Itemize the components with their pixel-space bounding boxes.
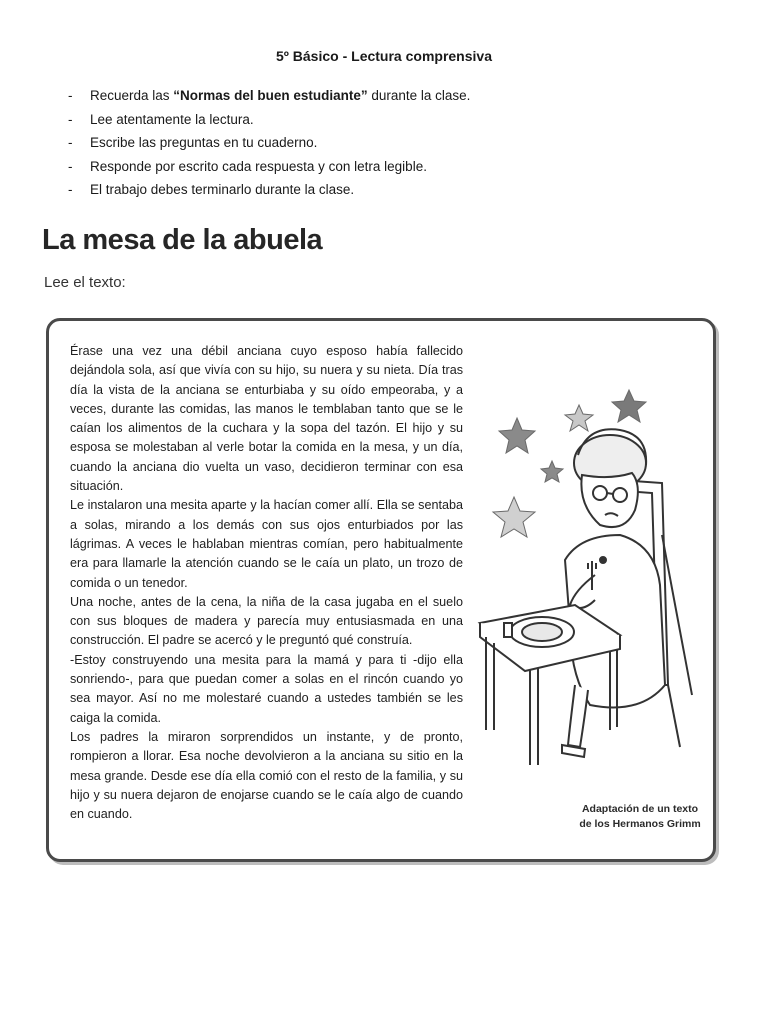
reading-prompt: Lee el texto: <box>44 274 126 291</box>
story-paragraph: Érase una vez una débil anciana cuyo esposo había fallecido dejándola sola, así que vivía con su hijo, su nuera y su nieta. Día tras día la vista de la anciana se enturbiaba y su oído empeoraba, y a veces, durante las comidas, las manos le temblaban tanto que se le caían los alimentos de la cuchara y la sopa del tazón. El hijo y su esposa se molestaban al verle botar la comida en la mesa, y un día, cuando la anciana dio vuelta un vaso, decidieron terminar con esa situación. <box>70 344 463 494</box>
instruction-text: Recuerda las <box>90 88 174 103</box>
source-credit <box>560 802 720 832</box>
bullet-dash: - <box>68 88 73 103</box>
instruction-bold: “Normas del buen estudiante” <box>173 88 368 103</box>
story-paragraph: Le instalaron una mesita aparte y la hacían comer allí. Ella se sentaba a solas, mirando a los demás con sus ojos enturbiados por las lágrimas. A veces le hablaban mientras comían, pero habitualmente era para llamarle la atención cuando se le caía un plato, un trozo de comida o un tenedor. <box>70 498 463 590</box>
bullet-dash: - <box>68 182 73 197</box>
star-icon <box>541 461 563 482</box>
star-icon <box>612 390 646 422</box>
star-icon <box>499 418 535 453</box>
instruction-item <box>68 133 470 157</box>
instruction-item <box>68 180 470 204</box>
instruction-text: El trabajo debes terminarlo durante la clase. <box>90 182 355 197</box>
page-title: 5º Básico - Lectura comprensiva <box>276 48 492 64</box>
story-text <box>70 342 463 824</box>
credit-line: Adaptación de un texto <box>581 803 699 815</box>
story-title: La mesa de la abuela <box>42 224 323 256</box>
bullet-dash: - <box>68 111 73 127</box>
grandmother-legs <box>562 685 588 757</box>
instruction-text: Escribe las preguntas en tu cuaderno. <box>90 135 318 150</box>
bullet-dash: - <box>68 158 73 174</box>
grandmother <box>565 429 665 707</box>
instruction-item <box>68 86 470 110</box>
instruction-item <box>68 157 470 181</box>
credit-line: de los Hermanos Grimm <box>579 818 701 830</box>
grandmother-illustration <box>470 385 710 785</box>
instruction-text: Responde por escrito cada respuesta y con letra legible. <box>90 158 427 174</box>
story-paragraph: -Estoy construyendo una mesita para la mamá y para ti -dijo ella sonriendo-, para que puedan comer a solas en el rincón cuando yo sea mayor. Así no me molestaré cuando a ustedes también se les caiga la comida. <box>70 652 463 725</box>
star-icon <box>565 405 593 431</box>
story-paragraph: Una noche, antes de la cena, la niña de la casa jugaba en el suelo con sus bloques de madera y parecía muy entusiasmada en una construcción. El padre se acercó y le preguntó qué construía. <box>70 594 463 648</box>
story-paragraph: Los padres la miraron sorprendidos un instante, y de pronto, rompieron a llorar. Esa noche devolvieron a la anciana su sitio en la mesa grande. Desde ese día ella comió con el resto de la familia, y su hijo y su nuera dejaron de enojarse cuando se le caía algo de cuando en cuando. <box>70 729 463 822</box>
instruction-text: Lee atentamente la lectura. <box>90 111 254 127</box>
instruction-text: durante la clase. <box>367 88 471 103</box>
instruction-item <box>68 110 470 134</box>
instructions-list <box>68 86 470 204</box>
bullet-dash: - <box>68 135 73 150</box>
star-icon <box>493 497 535 537</box>
